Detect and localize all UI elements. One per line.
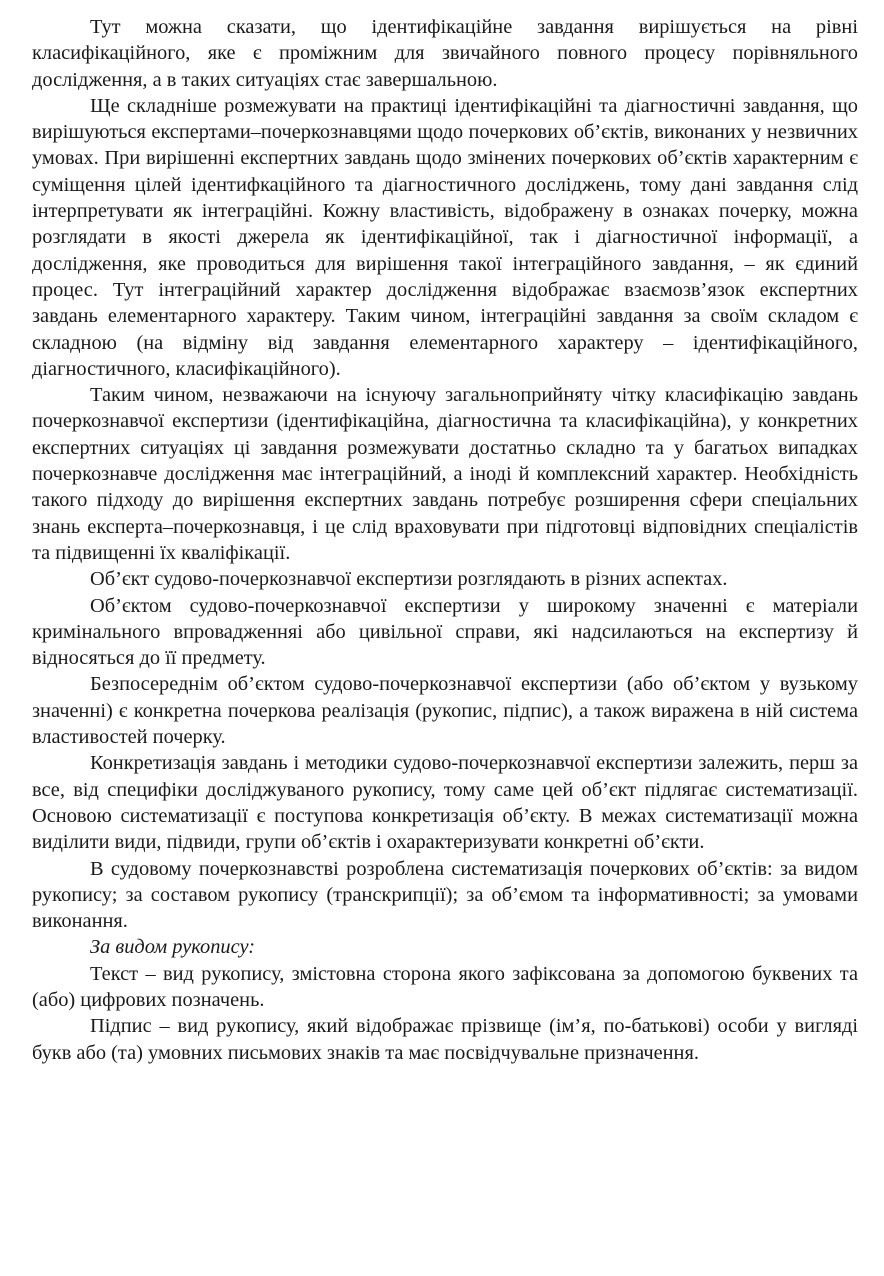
paragraph-text-definition: Текст – вид рукопису, змістовна сторона якого зафіксована за допомогою буквених та (або) цифрових позначень. — [32, 962, 858, 1011]
paragraph-object-aspects: Об’єкт судово-почеркознавчої експертизи розглядають в різних аспектах. — [90, 568, 728, 591]
paragraph-object-broad-meaning: Об’єктом судово-почеркознавчої експертизи у широкому значенні є матеріали кримінального впровадженняі або цивільної справи, які надсилаються на експертизу й відносяться до її предмету. — [32, 594, 858, 670]
paragraph-object-narrow-meaning: Безпосереднім об’єктом судово-почеркознавчої експертизи (або об’єктом у вузькому значенні) є конкретна почеркова реалізація (рукопис, підпис), а також виражена в ній система властивостей почерку. — [32, 673, 858, 749]
paragraph-classification-summary: Таким чином, незважаючи на існуючу загальноприйняту чітку класифікацію завдань почеркознавчої експертизи (ідентифікаційна, діагностична та класифікаційна), у конкретних експертних ситуаціях ці завдання розмежувати достатньо складно та у багатьох випадках почеркознавче дослідження має інтеграційний, а іноді й комплексний характер. Необхідність такого підходу до вирішення експертних завдань потребує розширення сфери спеціальних знань експерта–почеркознавця, і це слід враховувати при підготовці відповідних спеціалістів та підвищенні їх кваліфікації. — [32, 384, 858, 564]
paragraph-signature-definition: Підпис – вид рукопису, який відображає прізвище (ім’я, по-батькові) особи у вигляді букв або (та) умовних письмових знаків та має посвідчувальне призначення. — [32, 1015, 858, 1064]
paragraph-integration-tasks: Ще складніше розмежувати на практиці ідентифікаційні та діагностичні завдання, що вирішуються експертами–почеркознавцями щодо почеркових об’єктів, виконаних у незвичних умовах. При вирішенні експертних завдань щодо змінених почеркових об’єктів характерним є суміщення цілей ідентифкаційного та діагностичного досліджень, тому дані завдання слід інтерпретувати як інтеграційні. Кожну властивість, відображену в ознаках почерку, можна розглядати в якості джерела як ідентифікаційної, так і діагностичної інформації, а дослідження, яке проводиться для вирішення такої інтеграційного завдання, – як єдиний процес. Тут інтеграційний характер дослідження відображає взаємозв’язок експертних завдань елементарного характеру. Таким чином, інтеграційні завдання за своїм складом є складною (на відміну від завдання елементарного характеру – ідентифікаційного, діагностичного, класифікаційного). — [32, 94, 858, 380]
paragraph-systematization-criteria: В судовому почеркознавстві розроблена систематизація почеркових об’єктів: за видом рукопису; за составом рукопису (транскрипції); за об’ємом та інформативності; за умовами виконання. — [32, 857, 858, 933]
subheading-by-manuscript-type: За видом рукопису: — [90, 936, 256, 959]
paragraph-systematization-basis: Конкретизація завдань і методики судово-почеркознавчої експертизи залежить, перш за все, від специфіки досліджуваного рукопису, тому саме цей об’єкт підлягає систематизації. Основою систематизації є поступова конкретизація об’єкту. В межах систематизації можна виділити види, підвиди, групи об’єктів і охарактеризувати конкретні об’єкти. — [32, 752, 858, 854]
paragraph-identification-classification: Тут можна сказати, що ідентифікаційне завдання вирішується на рівні класифікаційного, яке є проміжним для звичайного повного процесу порівняльного дослідження, а в таких ситуаціях стає завершальною. — [32, 16, 858, 91]
